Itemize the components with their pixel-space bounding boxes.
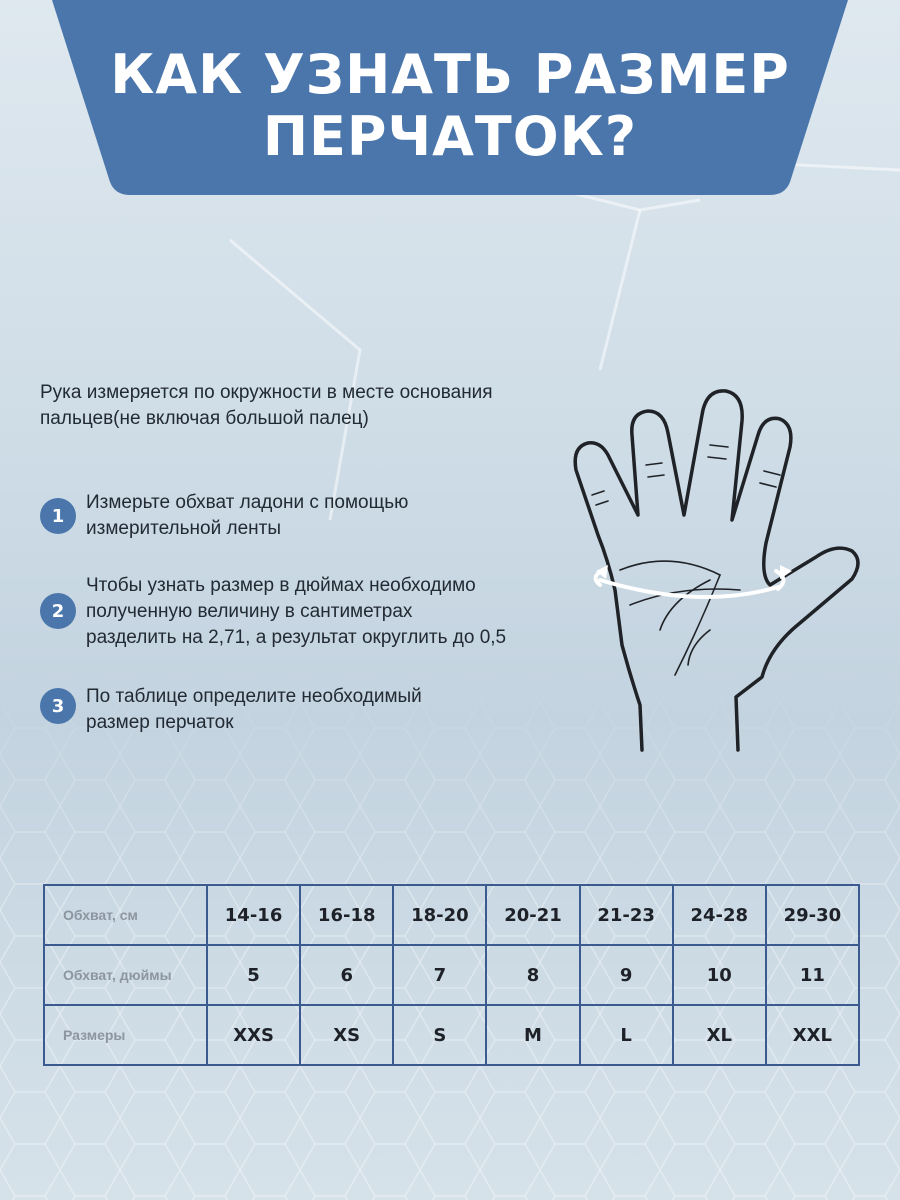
step-2-line-1: Чтобы узнать размер в дюймах необходимо [86, 575, 476, 596]
table-cell: S [393, 1005, 486, 1065]
step-2-text [86, 573, 606, 651]
table-cell: 8 [486, 945, 579, 1005]
size-table [43, 884, 860, 1066]
intro-text [40, 380, 600, 432]
title-line-1: КАК УЗНАТЬ РАЗМЕР [110, 43, 790, 106]
row-label-girth-cm: Обхват, см [44, 885, 207, 945]
step-1-line-1: Измерьте обхват ладони с помощью [86, 492, 409, 513]
step-1-badge: 1 [40, 498, 76, 534]
intro-line-2: пальцев(не включая большой палец) [40, 408, 369, 429]
table-cell: XXL [766, 1005, 859, 1065]
step-3-line-2: размер перчаток [86, 712, 234, 733]
table-row [44, 945, 859, 1005]
table-cell: 9 [580, 945, 673, 1005]
step-3-line-1: По таблице определите необходимый [86, 686, 422, 707]
step-3-text [86, 684, 606, 736]
table-cell: XS [300, 1005, 393, 1065]
intro-line-1: Рука измеряется по окружности в месте основания [40, 382, 493, 403]
page-title [60, 44, 840, 168]
header-banner [0, 0, 900, 200]
table-cell: 21-23 [580, 885, 673, 945]
hand-measure-icon [560, 375, 890, 760]
table-cell: 24-28 [673, 885, 766, 945]
step-2-badge: 2 [40, 593, 76, 629]
table-cell: 5 [207, 945, 300, 1005]
table-cell: 7 [393, 945, 486, 1005]
table-cell: XXS [207, 1005, 300, 1065]
table-cell: 6 [300, 945, 393, 1005]
table-cell: 16-18 [300, 885, 393, 945]
table-cell: 20-21 [486, 885, 579, 945]
step-1-line-2: измерительной ленты [86, 518, 282, 539]
table-cell: 18-20 [393, 885, 486, 945]
step-2-line-2: полученную величину в сантиметрах [86, 601, 413, 622]
step-2-line-3: разделить на 2,71, а результат округлить до 0,5 [86, 627, 507, 648]
step-1-text [86, 490, 606, 542]
row-label-sizes: Размеры [44, 1005, 207, 1065]
step-3-badge: 3 [40, 688, 76, 724]
table-cell: 11 [766, 945, 859, 1005]
table-cell: 14-16 [207, 885, 300, 945]
title-line-2: ПЕРЧАТОК? [262, 105, 638, 168]
table-cell: M [486, 1005, 579, 1065]
table-row [44, 1005, 859, 1065]
table-cell: 10 [673, 945, 766, 1005]
table-cell: L [580, 1005, 673, 1065]
table-cell: 29-30 [766, 885, 859, 945]
table-cell: XL [673, 1005, 766, 1065]
table-row [44, 885, 859, 945]
row-label-girth-inch: Обхват, дюймы [44, 945, 207, 1005]
